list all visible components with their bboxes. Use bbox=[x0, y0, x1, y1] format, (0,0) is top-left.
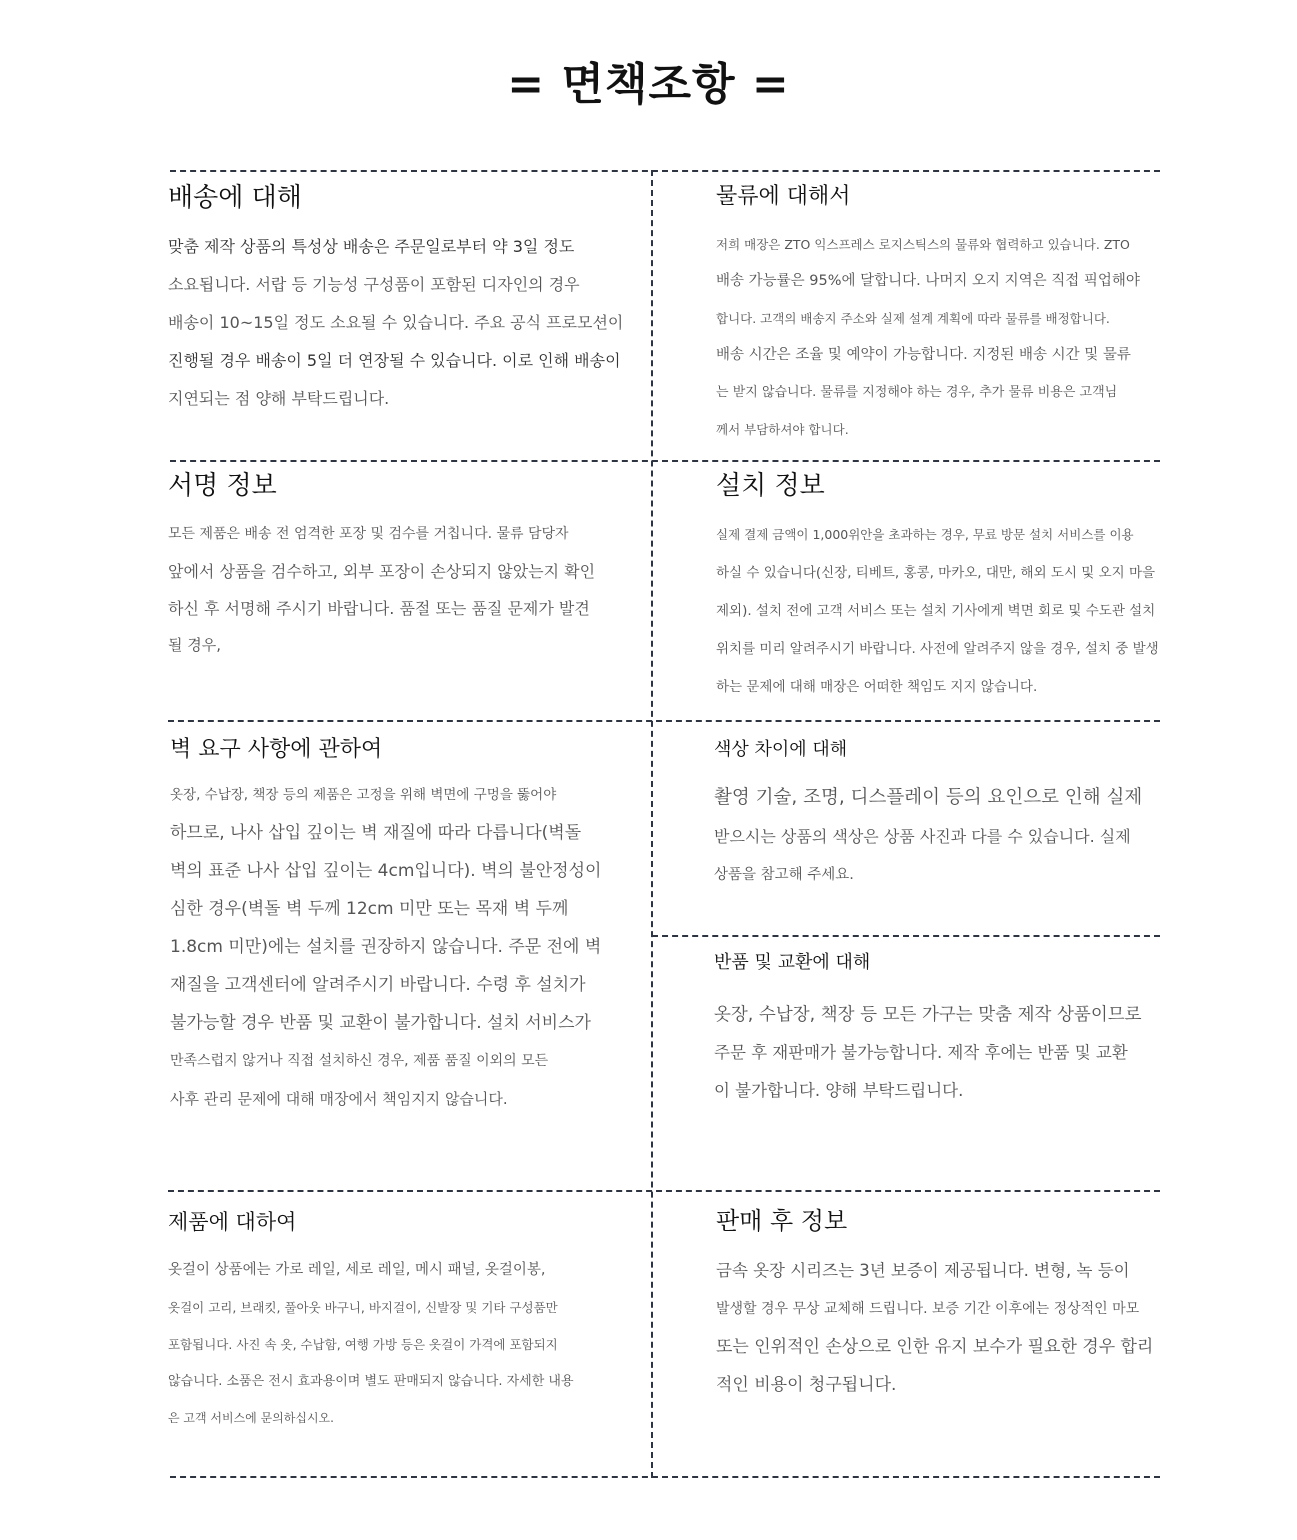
divider-bottom bbox=[170, 1476, 1160, 1478]
text-line: 불가능할 경우 반품 및 교환이 불가합니다. 설치 서비스가 bbox=[170, 1013, 591, 1033]
section-heading: 배송에 대해 bbox=[168, 183, 302, 213]
text-line: 제외). 설치 전에 고객 서비스 또는 설치 기사에게 벽면 회로 및 수도관 설치 bbox=[716, 603, 1156, 619]
text-line: 하실 수 있습니다(신장, 티베트, 홍콩, 마카오, 대만, 해외 도시 및 오지 마을 bbox=[716, 565, 1156, 581]
text-line: 맞춤 제작 상품의 특성상 배송은 주문일로부터 약 3일 정도 bbox=[168, 237, 575, 256]
text-line: 하는 문제에 대해 매장은 어떠한 책임도 지지 않습니다. bbox=[716, 679, 1038, 695]
section-logistics bbox=[716, 180, 1140, 448]
text-line: 이 불가합니다. 양해 부탁드립니다. bbox=[714, 1081, 964, 1100]
section-heading: 제품에 대하여 bbox=[168, 1210, 297, 1234]
text-line: 또는 인위적인 손상으로 인한 유지 보수가 필요한 경우 합리 bbox=[716, 1337, 1154, 1357]
divider-row-2 bbox=[168, 720, 1160, 722]
section-wall-requirements bbox=[170, 734, 601, 1118]
text-line: 옷걸이 고리, 브래킷, 풀아웃 바구니, 바지걸이, 신발장 및 기타 구성품만 bbox=[168, 1300, 558, 1315]
section-after-sales bbox=[716, 1204, 1153, 1404]
section-heading: 벽 요구 사항에 관하여 bbox=[170, 737, 383, 762]
text-line: 1.8cm 미만)에는 설치를 권장하지 않습니다. 주문 전에 벽 bbox=[170, 937, 602, 957]
text-line: 받으시는 상품의 색상은 상품 사진과 다를 수 있습니다. 실제 bbox=[714, 827, 1131, 846]
divider-top bbox=[170, 170, 1160, 172]
section-heading: 색상 차이에 대해 bbox=[714, 739, 848, 760]
section-color-difference bbox=[714, 736, 1142, 895]
text-line: 합니다. 고객의 배송지 주소와 실제 설계 계획에 따라 물류를 배정합니다. bbox=[716, 311, 1110, 326]
text-line: 주문 후 재판매가 불가능합니다. 제작 후에는 반품 및 교환 bbox=[714, 1043, 1128, 1062]
section-heading: 판매 후 정보 bbox=[716, 1207, 848, 1235]
text-line: 발생할 경우 무상 교체해 드립니다. 보증 기간 이후에는 정상적인 마모 bbox=[716, 1301, 1140, 1317]
text-line: 위치를 미리 알려주시기 바랍니다. 사전에 알려주지 않을 경우, 설치 중 발생 bbox=[716, 641, 1159, 657]
text-line: 만족스럽지 않거나 직접 설치하신 경우, 제품 품질 이외의 모든 bbox=[170, 1053, 549, 1069]
text-line: 벽의 표준 나사 삽입 깊이는 4cm입니다). 벽의 불안정성이 bbox=[170, 861, 602, 881]
text-line: 하신 후 서명해 주시기 바랍니다. 품절 또는 품질 문제가 발견 bbox=[168, 599, 590, 618]
text-line: 옷장, 수납장, 책장 등 모든 가구는 맞춤 제작 상품이므로 bbox=[714, 1005, 1142, 1025]
text-line: 촬영 기술, 조명, 디스플레이 등의 요인으로 인해 실제 bbox=[714, 787, 1143, 808]
text-line: 실제 결제 금액이 1,000위안을 초과하는 경우, 무료 방문 설치 서비스를 이용 bbox=[716, 527, 1134, 542]
text-line: 배송이 10~15일 정도 소요될 수 있습니다. 주요 공식 프로모션이 bbox=[168, 313, 624, 332]
text-line: 옷걸이 상품에는 가로 레일, 세로 레일, 메시 패널, 옷걸이봉, bbox=[168, 1262, 546, 1278]
divider-row-3 bbox=[168, 1190, 1160, 1192]
text-line: 재질을 고객센터에 알려주시기 바랍니다. 수령 후 설치가 bbox=[170, 975, 586, 995]
section-heading: 설치 정보 bbox=[716, 471, 825, 501]
section-delivery bbox=[168, 180, 623, 418]
text-line: 앞에서 상품을 검수하고, 외부 포장이 손상되지 않았는지 확인 bbox=[168, 562, 596, 581]
text-line: 소요됩니다. 서랍 등 기능성 구성품이 포함된 디자인의 경우 bbox=[168, 275, 580, 294]
text-line: 지연되는 점 양해 부탁드립니다. bbox=[168, 389, 390, 408]
text-line: 금속 옷장 시리즈는 3년 보증이 제공됩니다. 변형, 녹 등이 bbox=[716, 1261, 1130, 1280]
text-line: 하므로, 나사 삽입 깊이는 벽 재질에 따라 다릅니다(벽돌 bbox=[170, 823, 582, 843]
text-line: 모든 제품은 배송 전 엄격한 포장 및 검수를 거칩니다. 물류 담당자 bbox=[168, 526, 569, 542]
text-line: 적인 비용이 청구됩니다. bbox=[716, 1375, 897, 1395]
section-signature bbox=[168, 468, 595, 664]
text-line: 은 고객 서비스에 문의하십시오. bbox=[168, 1411, 334, 1425]
text-line: 는 받지 않습니다. 물류를 지정해야 하는 경우, 추가 물류 비용은 고객님 bbox=[716, 385, 1118, 400]
page-title: = 면책조항 = bbox=[507, 59, 790, 110]
text-line: 않습니다. 소품은 전시 효과용이며 별도 판매되지 않습니다. 자세한 내용 bbox=[168, 1374, 574, 1389]
section-installation bbox=[716, 468, 1159, 706]
section-heading: 반품 및 교환에 대해 bbox=[714, 952, 871, 973]
divider-center bbox=[651, 170, 653, 1478]
text-line: 사후 관리 문제에 대해 매장에서 책임지지 않습니다. bbox=[170, 1090, 508, 1108]
text-line: 심한 경우(벽돌 벽 두께 12cm 미만 또는 목재 벽 두께 bbox=[170, 899, 569, 919]
divider-row-1 bbox=[170, 460, 1160, 462]
text-line: 될 경우, bbox=[168, 636, 222, 654]
text-line: 께서 부담하셔야 합니다. bbox=[716, 422, 849, 437]
text-line: 진행될 경우 배송이 5일 더 연장될 수 있습니다. 이로 인해 배송이 bbox=[168, 351, 621, 370]
text-line: 배송 가능률은 95%에 달합니다. 나머지 오지 지역은 직접 픽업해야 bbox=[716, 273, 1140, 289]
text-line: 상품을 참고해 주세요. bbox=[714, 867, 854, 883]
section-heading: 서명 정보 bbox=[168, 471, 277, 501]
text-line: 저희 매장은 ZTO 익스프레스 로지스틱스의 물류와 협력하고 있습니다. ZTO bbox=[716, 237, 1130, 252]
section-heading: 물류에 대해서 bbox=[716, 184, 851, 209]
section-product bbox=[168, 1206, 574, 1437]
text-line: 배송 시간은 조율 및 예약이 가능합니다. 지정된 배송 시간 및 물류 bbox=[716, 347, 1131, 363]
divider-right-mid bbox=[652, 935, 1160, 937]
section-returns bbox=[714, 948, 1142, 1110]
text-line: 옷장, 수납장, 책장 등의 제품은 고정을 위해 벽면에 구멍을 뚫어야 bbox=[170, 787, 557, 803]
text-line: 포함됩니다. 사진 속 옷, 수납함, 여행 가방 등은 옷걸이 가격에 포함되지 bbox=[168, 1337, 558, 1352]
